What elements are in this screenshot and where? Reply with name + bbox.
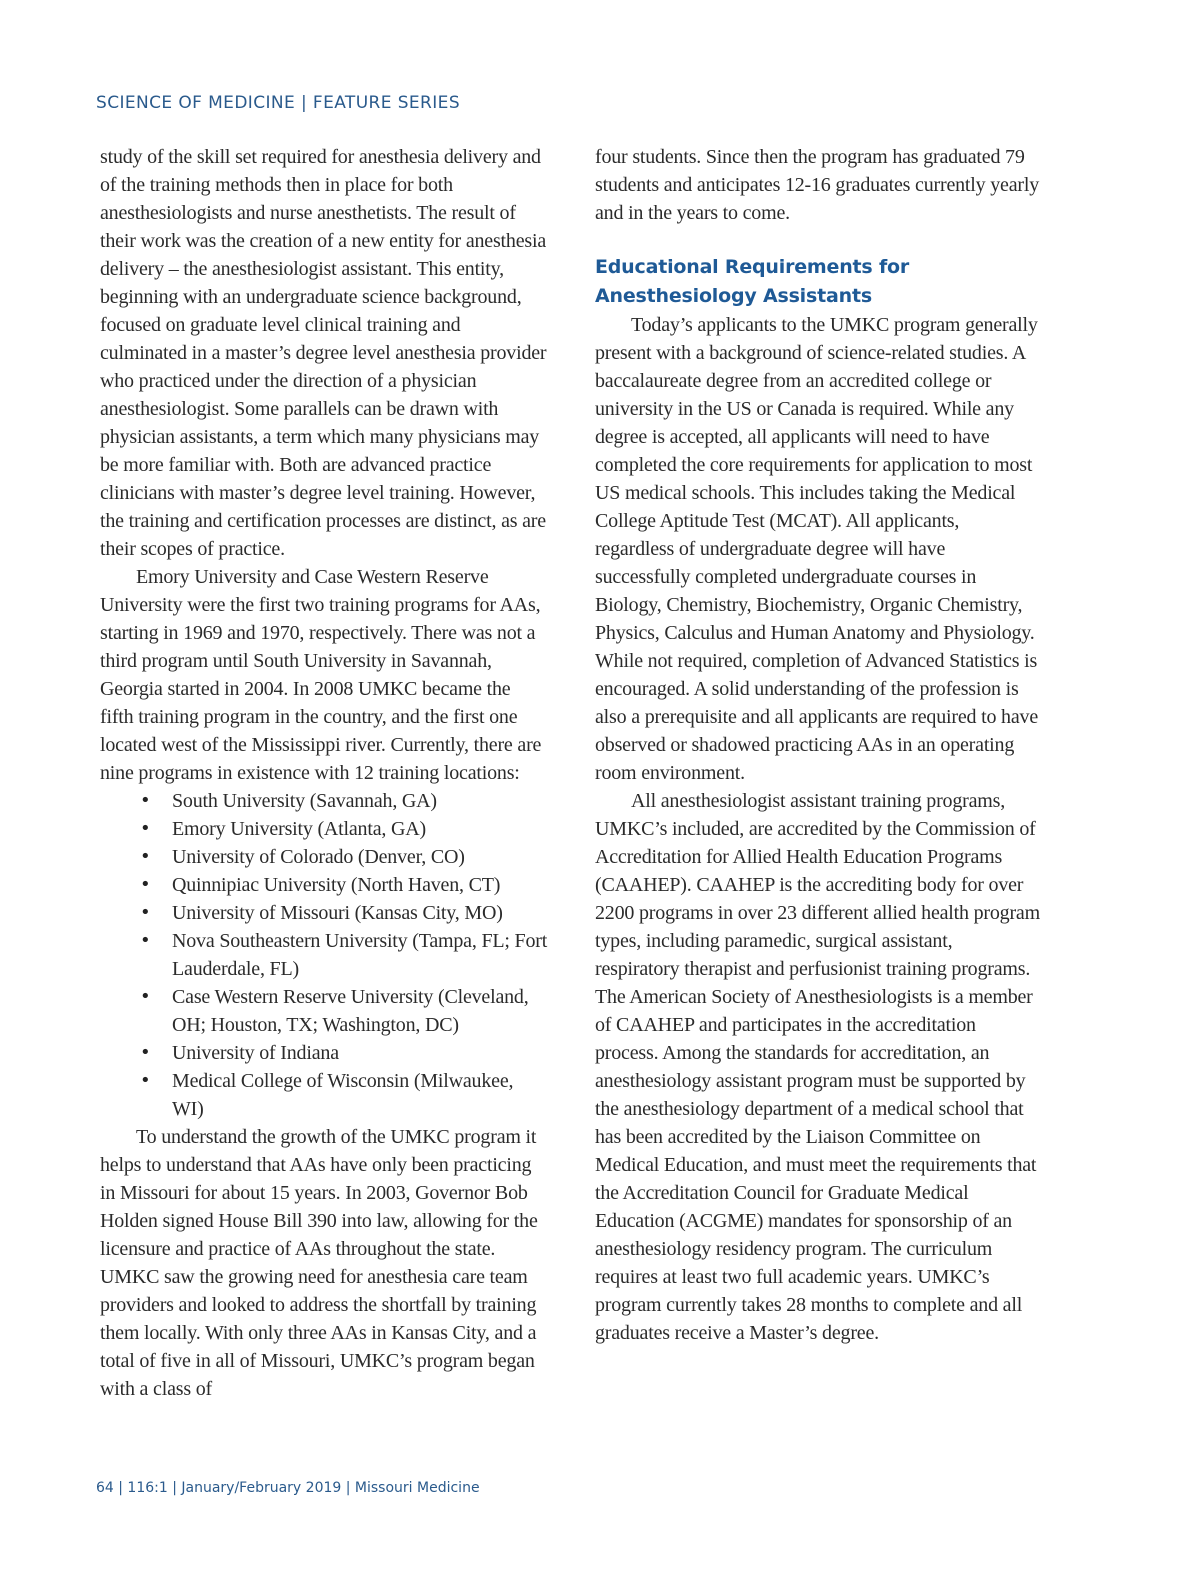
right-column xyxy=(595,143,1040,1347)
list-item: • University of Missouri (Kansas City, MO) xyxy=(100,899,548,927)
paragraph: study of the skill set required for anesthesia delivery and of the training methods then in place for both anesthesiologists and nurse anesthetists. The result of their work was the creation of a new entity for anesthesia delivery – the anesthesiologist assistant. This entity, beginning with an undergraduate science background, focused on graduate level clinical training and culminated in a master’s degree level anesthesia provider who practiced under the direction of a physician anesthesiologist. Some parallels can be drawn with physician assistants, a term which many physicians may be more familiar with. Both are advanced practice clinicians with master’s degree level training. However, the training and certification processes are distinct, as are their scopes of practice. xyxy=(100,146,547,560)
page-footer: 64 | 116:1 | January/February 2019 | Missouri Medicine xyxy=(96,1480,480,1496)
paragraph: four students. Since then the program has graduated 79 students and anticipates 12-16 graduates currently yearly and in the years to come. xyxy=(595,146,1040,224)
program-list xyxy=(100,787,548,1123)
list-item: • Case Western Reserve University (Cleveland, OH; Houston, TX; Washington, DC) xyxy=(100,983,548,1039)
list-item: • University of Colorado (Denver, CO) xyxy=(100,843,548,871)
running-header: SCIENCE OF MEDICINE | FEATURE SERIES xyxy=(96,93,461,113)
section-heading: Educational Requirements for Anesthesiology Assistants xyxy=(595,256,910,307)
list-item: • Quinnipiac University (North Haven, CT) xyxy=(100,871,548,899)
list-item: • University of Indiana xyxy=(100,1039,548,1067)
paragraph: Today’s applicants to the UMKC program generally present with a background of science-related studies. A baccalaureate degree from an accredited college or university in the US or Canada is required. While any degree is accepted, all applicants will need to have completed the core requirements for application to most US medical schools. This includes taking the Medical College Aptitude Test (MCAT). All applicants, regardless of undergraduate degree will have successfully completed undergraduate courses in Biology, Chemistry, Biochemistry, Organic Chemistry, Physics, Calculus and Human Anatomy and Physiology. While not required, completion of Advanced Statistics is encouraged. A solid understanding of the profession is also a prerequisite and all applicants are required to have observed or shadowed practicing AAs in an operating room environment. xyxy=(595,314,1039,784)
left-column xyxy=(100,143,548,1403)
list-item: • South University (Savannah, GA) xyxy=(100,787,548,815)
paragraph: All anesthesiologist assistant training programs, UMKC’s included, are accredited by the Commission of Accreditation for Allied Health Education Programs (CAAHEP). CAAHEP is the accrediting body for over 2200 programs in over 23 different allied health program types, including paramedic, surgical assistant, respiratory therapist and perfusionist training programs. The American Society of Anesthesiologists is a member of CAAHEP and participates in the accreditation process. Among the standards for accreditation, an anesthesiology assistant program must be supported by the anesthesiology department of a medical school that has been accredited by the Liaison Committee on Medical Education, and must meet the requirements that the Accreditation Council for Graduate Medical Education (ACGME) mandates for sponsorship of an anesthesiology residency program. The curriculum requires at least two full academic years. UMKC’s program currently takes 28 months to complete and all graduates receive a Master’s degree. xyxy=(595,790,1040,1344)
paragraph: To understand the growth of the UMKC program it helps to understand that AAs have only been practicing in Missouri for about 15 years. In 2003, Governor Bob Holden signed House Bill 390 into law, allowing for the licensure and practice of AAs throughout the state. UMKC saw the growing need for anesthesia care team providers and looked to address the shortfall by training them locally. With only three AAs in Kansas City, and a total of five in all of Missouri, UMKC’s program began with a class of xyxy=(100,1126,538,1400)
list-item: • Nova Southeastern University (Tampa, FL; Fort Lauderdale, FL) xyxy=(100,927,548,983)
list-item: • Medical College of Wisconsin (Milwaukee, WI) xyxy=(100,1067,548,1123)
list-item: • Emory University (Atlanta, GA) xyxy=(100,815,548,843)
paragraph: Emory University and Case Western Reserve University were the first two training programs for AAs, starting in 1969 and 1970, respectively. There was not a third program until South University in Savannah, Georgia started in 2004. In 2008 UMKC became the fifth training program in the country, and the first one located west of the Mississippi river. Currently, there are nine programs in existence with 12 training locations: xyxy=(100,566,542,784)
